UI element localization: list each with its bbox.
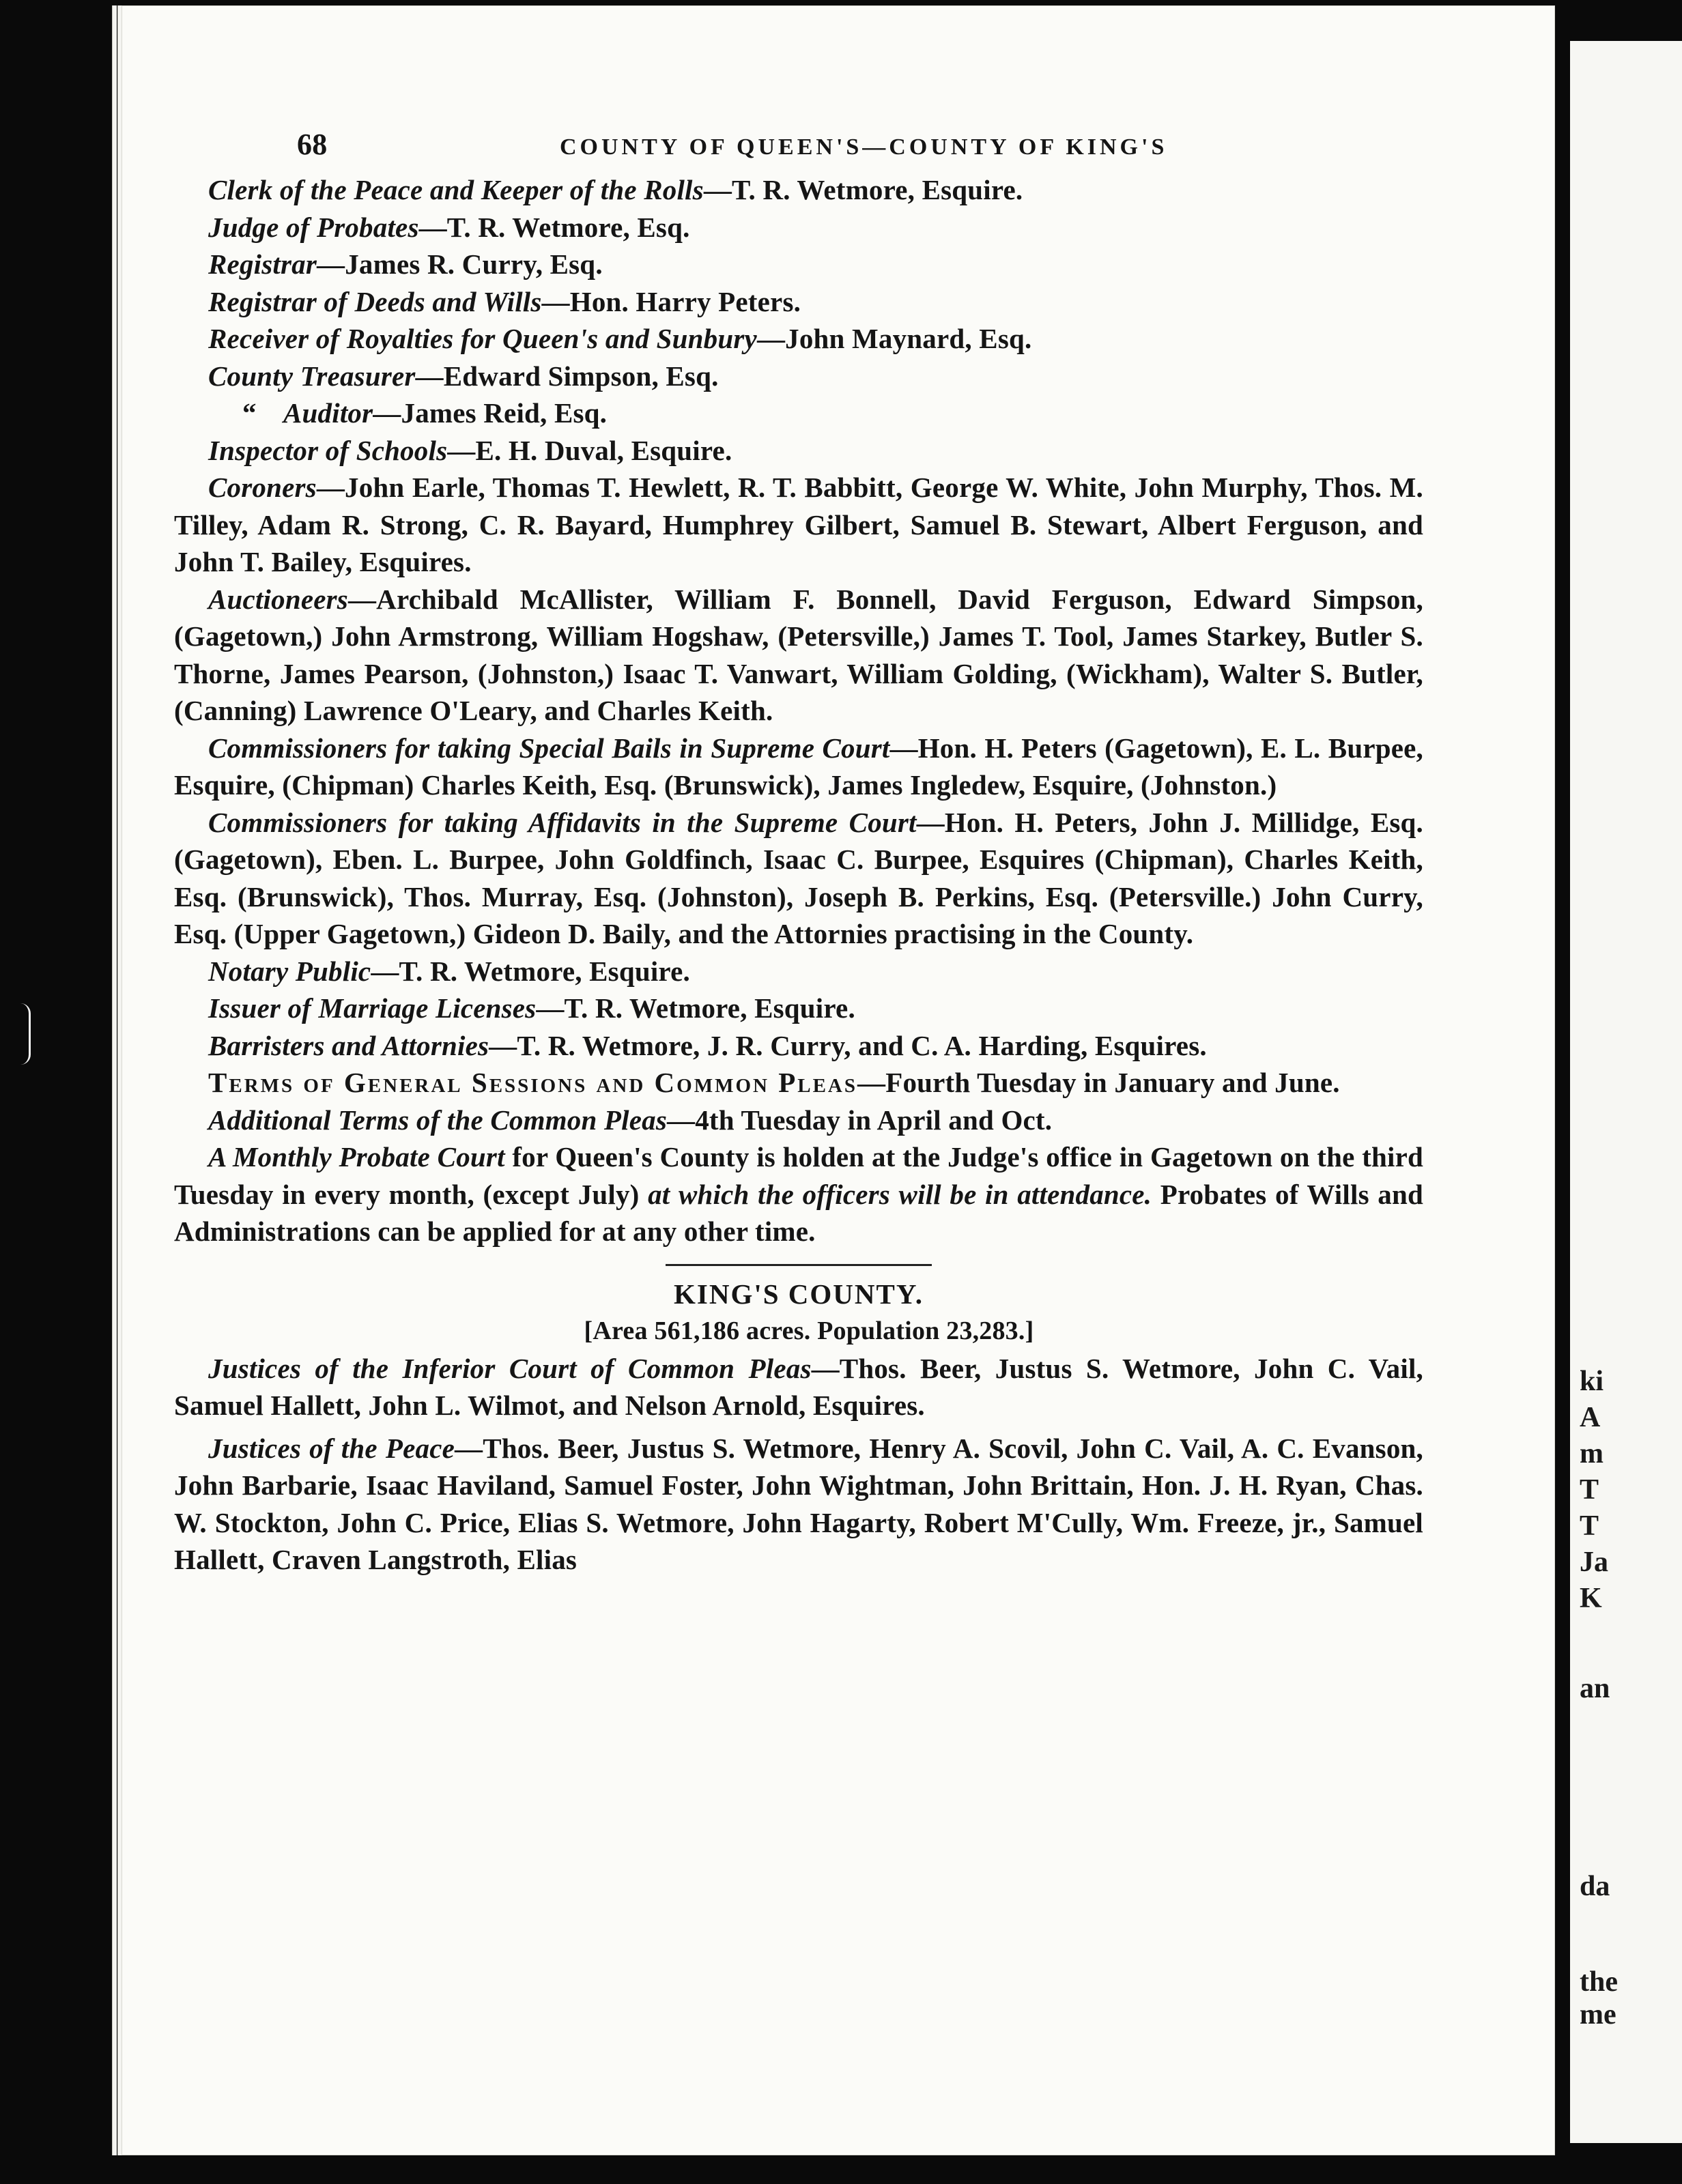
- facing-page-text: K: [1580, 1583, 1602, 1614]
- queens-entry: [174, 953, 1423, 990]
- entry-text: —Thos. Beer, Justus S. Wetmore, Henry A. Scovil, John C. Vail, A. C. Evanson, John Barbarie, Isaac Haviland, Samuel Foster, John Wightman, John Brittain, Hon. J. H. Ryan, Chas. W. Stockton, John C. Price, Elias S. Wetmore, John Hagarty, Robert M'Cully, Wm. Freeze, jr., Samuel Hallett, Craven Langstroth, Elias: [174, 1432, 1423, 1575]
- entry-label: Inspector of Schools: [208, 434, 448, 466]
- entry-label: Receiver of Royalties for Queen's and Sunbury: [208, 323, 757, 354]
- queens-entry: [174, 432, 1423, 470]
- probate-italic-text: at which the officers will be in attendance.: [648, 1178, 1152, 1210]
- queens-entry: [174, 730, 1423, 804]
- margin-bracket-mark: [20, 1003, 31, 1065]
- entry-label: Coroners: [208, 472, 317, 503]
- entry-text: —John Earle, Thomas T. Hewlett, R. T. Babbitt, George W. White, John Murphy, Thos. M. Tilley, Adam R. Strong, C. R. Bayard, Humphrey Gilbert, Samuel B. Stewart, Albert Ferguson, and John T. Bailey, Esquires.: [174, 472, 1423, 577]
- queens-entry: [174, 358, 1423, 395]
- additional-terms-entry: [174, 1102, 1423, 1139]
- queens-entry: [174, 209, 1423, 246]
- entry-text: —John Maynard, Esq.: [756, 323, 1032, 354]
- entry-label: County Treasurer: [208, 360, 416, 392]
- probate-text: Probates of Wills and Administrations can be applied for at any other time.: [174, 1178, 1423, 1247]
- facing-page-text: Ja: [1580, 1547, 1608, 1578]
- facing-page-text: T: [1580, 1474, 1599, 1506]
- entry-text: —T. R. Wetmore, Esquire.: [703, 174, 1023, 205]
- entry-text: —Edward Simpson, Esq.: [415, 360, 719, 392]
- entry-label: Commissioners for taking Affidavits in the Supreme Court: [208, 806, 917, 838]
- entry-text: —T. R. Wetmore, Esquire.: [536, 992, 855, 1024]
- facing-page-text: ki: [1580, 1366, 1604, 1397]
- entry-text: —Hon. H. Peters (Gagetown), E. L. Burpee, Esquire, (Chipman) Charles Keith, Esq. (Brunswick), James Ingledew, Esquire, (Johnston.): [174, 732, 1423, 801]
- section-divider: [666, 1264, 932, 1266]
- page-number: 68: [297, 128, 328, 161]
- probate-label: A Monthly Probate Court: [208, 1141, 505, 1173]
- entry-label: Registrar of Deeds and Wills: [208, 285, 542, 317]
- entry-text: —Archibald McAllister, William F. Bonnell, David Ferguson, Edward Simpson, (Gagetown,) John Armstrong, William Hogshaw, (Petersville,) James T. Tool, James Starkey, Butler S. Thorne, James Pearson, (Johnston,) Isaac T. Vanwart, William Golding, (Wickham), Walter S. Butler, (Canning) Lawrence O'Leary, and Charles Keith.: [174, 583, 1423, 726]
- entry-text: —T. R. Wetmore, Esq.: [418, 211, 690, 243]
- terms-label: Terms of General Sessions and Common Pleas: [208, 1067, 858, 1098]
- queens-entry: [174, 394, 1423, 432]
- terms-text: —Fourth Tuesday in January and June.: [857, 1067, 1340, 1098]
- entry-text: —T. R. Wetmore, Esquire.: [371, 955, 690, 987]
- page-content: [174, 126, 1423, 1579]
- page-leaf-edge: [112, 5, 117, 2155]
- running-head: COUNTY OF QUEEN'S—COUNTY OF KING'S: [560, 134, 1168, 160]
- facing-page-text: A: [1580, 1402, 1601, 1433]
- facing-page-text: the: [1580, 1966, 1618, 1998]
- queens-entry: [174, 246, 1423, 283]
- queens-entry: [174, 581, 1423, 730]
- facing-page-text: an: [1580, 1673, 1610, 1704]
- entry-label: Justices of the Peace: [208, 1432, 455, 1464]
- queens-entry: [174, 990, 1423, 1027]
- entry-text: —Hon. H. Peters, John J. Millidge, Esq. (Gagetown), Eben. L. Burpee, John Goldfinch, Isaac C. Burpee, Esquires (Chipman), Charles Keith, Esq. (Brunswick), Thos. Murray, Esq. (Johnston), Joseph B. Perkins, Esq. (Petersville.) John Curry, Esq. (Upper Gagetown,) Gideon D. Baily, and the Attornies practising in the County.: [174, 806, 1423, 949]
- section-title: KING'S COUNTY.: [674, 1278, 924, 1310]
- facing-page-fragment: [1570, 41, 1682, 2143]
- facing-page-text: me: [1580, 1999, 1616, 2030]
- entry-label: Judge of Probates: [208, 211, 419, 243]
- entry-text: —T. R. Wetmore, J. R. Curry, and C. A. Harding, Esquires.: [489, 1029, 1207, 1061]
- probate-entry: [174, 1138, 1423, 1250]
- additional-terms-label: Additional Terms of the Common Pleas: [208, 1104, 668, 1136]
- ditto-mark: “: [242, 397, 257, 429]
- entry-label: Commissioners for taking Special Bails in Supreme Court: [208, 732, 890, 764]
- queens-entry: [174, 1027, 1423, 1065]
- entry-text: —James R. Curry, Esq.: [317, 248, 603, 280]
- entry-label: Notary Public: [208, 955, 371, 987]
- facing-page-text: da: [1580, 1871, 1610, 1902]
- entry-text: —E. H. Duval, Esquire.: [447, 434, 732, 466]
- section-subtitle: [Area 561,186 acres. Population 23,283.]: [584, 1317, 1034, 1345]
- queens-entry: [174, 320, 1423, 358]
- additional-terms-text: —4th Tuesday in April and Oct.: [667, 1104, 1053, 1136]
- kings-entry: [174, 1350, 1423, 1424]
- probate-text: for Queen's County is holden at the Judge's office in Gagetown on the third Tuesday in every month, (except July): [174, 1141, 1423, 1210]
- page-header: [174, 126, 1423, 167]
- kings-entry: [174, 1430, 1423, 1579]
- entry-label: Justices of the Inferior Court of Common Pleas: [208, 1352, 812, 1384]
- entry-text: —Thos. Beer, Justus S. Wetmore, John C. Vail, Samuel Hallett, John L. Wilmot, and Nelson Arnold, Esquires.: [174, 1352, 1424, 1421]
- queens-entry: [174, 469, 1423, 581]
- facing-page-text: T: [1580, 1510, 1599, 1542]
- entry-label: Registrar: [208, 248, 317, 280]
- entry-label: Barristers and Attornies: [208, 1029, 489, 1061]
- entry-label: Auctioneers: [208, 583, 348, 615]
- entry-text: —Hon. Harry Peters.: [541, 285, 801, 317]
- terms-entry: [174, 1064, 1423, 1102]
- queens-entry: [174, 171, 1423, 209]
- entry-label: Auditor: [283, 397, 373, 429]
- entry-text: —James Reid, Esq.: [373, 397, 608, 429]
- entry-label: Clerk of the Peace and Keeper of the Rolls: [208, 174, 704, 205]
- entry-label: Issuer of Marriage Licenses: [208, 992, 537, 1024]
- queens-entry: [174, 804, 1423, 953]
- queens-entry: [174, 283, 1423, 321]
- facing-page-text: m: [1580, 1438, 1603, 1469]
